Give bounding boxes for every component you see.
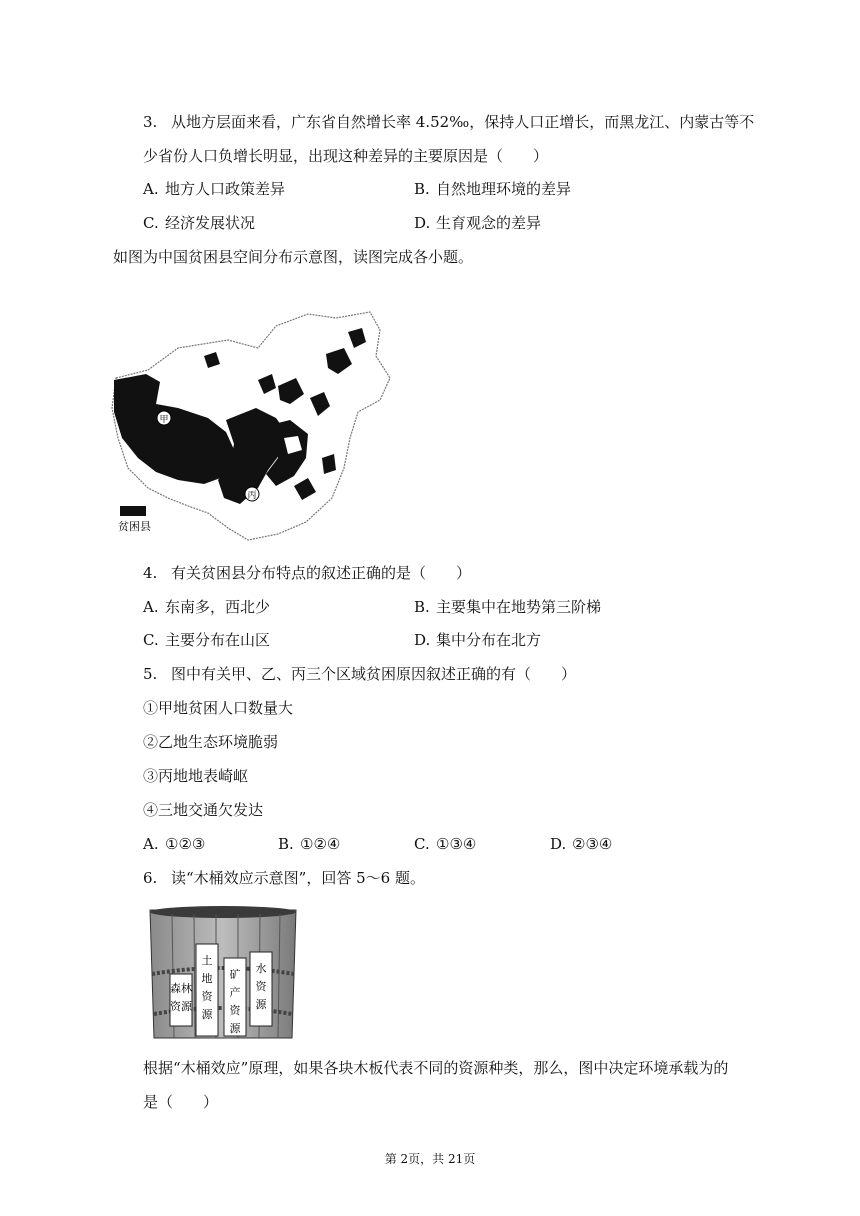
- svg-text:土: 土: [201, 954, 213, 967]
- q5-stem: 5. 图中有关甲、乙、丙三个区域贫困原因叙述正确的有（ ）: [143, 665, 577, 683]
- q5-option-c: C. ①③④: [414, 835, 477, 853]
- q5-item-3: ③丙地地表崎岖: [143, 767, 249, 785]
- q5-option-a: A. ①②③: [143, 835, 206, 853]
- svg-text:资: 资: [229, 1004, 241, 1017]
- svg-text:源: 源: [229, 1022, 241, 1035]
- svg-text:源: 源: [255, 998, 267, 1011]
- q5-item-4: ④三地交通欠发达: [143, 801, 264, 819]
- marker-jia-label: 甲: [159, 414, 169, 424]
- legend-label: 贫困县: [118, 520, 151, 533]
- q4-option-a: A. 东南多，西北少: [143, 598, 271, 616]
- svg-text:资: 资: [255, 980, 267, 993]
- poverty-county-map: [108, 308, 410, 556]
- label-forest-2: 资源: [170, 1000, 192, 1013]
- q3-stem-line2: 少省份人口负增长明显，出现这种差异的主要原因是（ ）: [143, 147, 549, 165]
- barrel-effect-diagram: [142, 902, 304, 1044]
- q3-option-d: D. 生育观念的差异: [414, 214, 542, 232]
- q4-option-d: D. 集中分布在北方: [414, 631, 542, 649]
- q4-option-c: C. 主要分布在山区: [143, 631, 271, 649]
- q3-line1: [143, 112, 754, 132]
- q4-stem: 4. 有关贫困县分布特点的叙述正确的是（ ）: [143, 564, 472, 582]
- q5-item-1: ①甲地贫困人口数量大: [143, 699, 294, 717]
- q5-option-b: B. ①②④: [278, 835, 341, 853]
- legend-swatch: [120, 506, 146, 516]
- intro-text: 如图为中国贫困县空间分布示意图，读图完成各小题。: [113, 248, 474, 266]
- q6-question-line2: 是（ ）: [143, 1093, 219, 1111]
- q4-option-b: B. 主要集中在地势第三阶梯: [414, 598, 602, 616]
- label-forest-1: 森林: [170, 982, 192, 995]
- q3-option-b: B. 自然地理环境的差异: [414, 180, 572, 198]
- marker-bing-label: 丙: [247, 490, 257, 500]
- svg-text:产: 产: [229, 986, 241, 999]
- q3-number: 3.: [143, 113, 158, 131]
- q3-stem-line1: 从地方层面来看，广东省自然增长率 4.52‰，保持人口正增长，而黑龙江、内蒙古等不: [171, 113, 755, 131]
- svg-text:源: 源: [201, 1008, 213, 1021]
- svg-text:地: 地: [201, 972, 213, 985]
- svg-text:水: 水: [255, 962, 267, 975]
- q6-stem: 6. 读“木桶效应示意图”，回答 5～6 题。: [143, 869, 425, 887]
- q3-option-c: C. 经济发展状况: [143, 214, 256, 232]
- q3-option-a: A. 地方人口政策差异: [143, 180, 286, 198]
- q6-question-line1: 根据“木桶效应”原理，如果各块木板代表不同的资源种类，那么，图中决定环境承载为的: [143, 1059, 729, 1077]
- svg-text:资: 资: [201, 990, 213, 1003]
- q5-item-2: ②乙地生态环境脆弱: [143, 733, 279, 751]
- q5-option-d: D. ②③④: [550, 835, 613, 853]
- map-west-region: [114, 374, 236, 484]
- svg-text:矿: 矿: [229, 968, 241, 981]
- page-footer: 第 2页，共 21页: [384, 1152, 476, 1166]
